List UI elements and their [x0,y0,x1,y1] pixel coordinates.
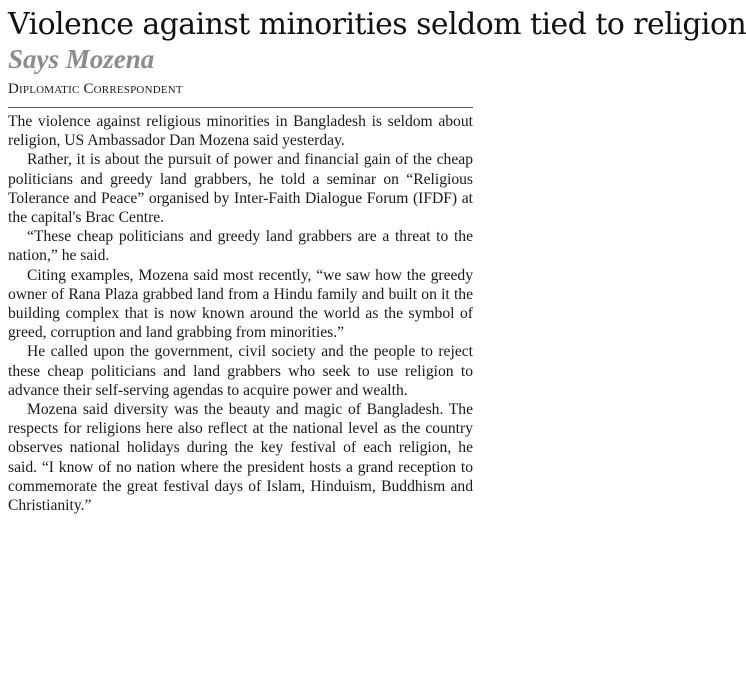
article-paragraph: He called upon the government, civil society and the people to reject these cheap politicians and land grabbers who seek to use religion to advance their self-serving agendas to acquire power and wealth. [8,343,473,399]
article-paragraph: Rather, it is about the pursuit of power and financial gain of the cheap politicians and greedy land grabbers, he told a seminar on “Religious Tolerance and Peace” organised by Inter-Faith Dialogue Forum (IFDF) at the capital's Brac Centre. [8,151,473,227]
byline-divider [8,107,473,108]
article-paragraph: Mozena said diversity was the beauty and magic of Bangladesh. The respects for religions here also reflect at the national level as the country observes national holidays during the key festival of each religion, he said. “I know of no nation where the president hosts a grand reception to commemorate the great festival days of Islam, Hinduism, Buddhism and Christianity.” [8,401,473,515]
article-subheadline: Says Mozena [8,44,155,74]
article-paragraph: The violence against religious minorities in Bangladesh is seldom about religion, US Ambassador Dan Mozena said yesterday. [8,113,473,150]
article-paragraph: Citing examples, Mozena said most recently, “we saw how the greedy owner of Rana Plaza grabbed land from a Hindu family and built on it the building complex that is now known around the world as the symbol of greed, corruption and land grabbing from minorities.” [8,266,473,342]
article-body [8,112,473,515]
article-paragraph: “These cheap politicians and greedy land grabbers are a threat to the nation,” he said. [8,228,473,265]
news-article [8,6,746,515]
article-byline: Diplomatic Correspondent [8,81,183,97]
article-headline: Violence against minorities seldom tied to religion [8,7,746,42]
